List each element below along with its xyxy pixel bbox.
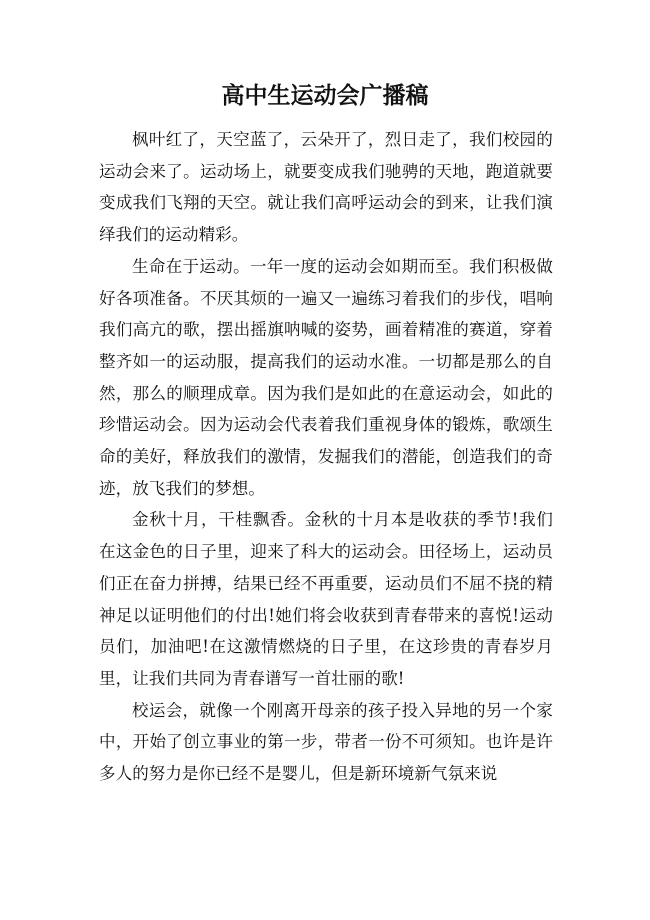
document-title: 高中生运动会广播稿 [221, 82, 429, 109]
paragraph: 枫叶红了，天空蓝了，云朵开了，烈日走了，我们校园的运动会来了。运动场上，就要变成我们驰骋的天地，跑道就要变成我们飞翔的天空。就让我们高呼运动会的到来，让我们演绎我们的运动精彩。 [99, 130, 553, 245]
paragraph: 金秋十月，干桂飘香。金秋的十月本是收获的季节!我们在这金色的日子里，迎来了科大的运动会。田径场上，运动员们正在奋力拼搏，结果已经不再重要，运动员们不屈不挠的精神足以证明他们的付出!她们将会收获到青春带来的喜悦!运动员们，加油吧!在这激情燃烧的日子里，在这珍贵的青春岁月里，让我们共同为青春谱写一首壮丽的歌! [99, 510, 553, 688]
paragraph: 生命在于运动。一年一度的运动会如期而至。我们积极做好各项准备。不厌其烦的一遍又一遍练习着我们的步伐，唱响我们高亢的歌，摆出摇旗呐喊的姿势，画着精准的赛道，穿着整齐如一的运动服，提高我们的运动水准。一切都是那么的自然，那么的顺理成章。因为我们是如此的在意运动会，如此的珍惜运动会。因为运动会代表着我们重视身体的锻炼，歌颂生命的美好，释放我们的激情，发掘我们的潜能，创造我们的奇迹，放飞我们的梦想。 [99, 256, 553, 498]
paragraph: 校运会，就像一个刚离开母亲的孩子投入异地的另一个家中，开始了创立事业的第一步，带者一份不可须知。也许是许多人的努力是你已经不是婴儿，但是新环境新气氛来说 [99, 700, 553, 784]
document-body [99, 124, 553, 790]
